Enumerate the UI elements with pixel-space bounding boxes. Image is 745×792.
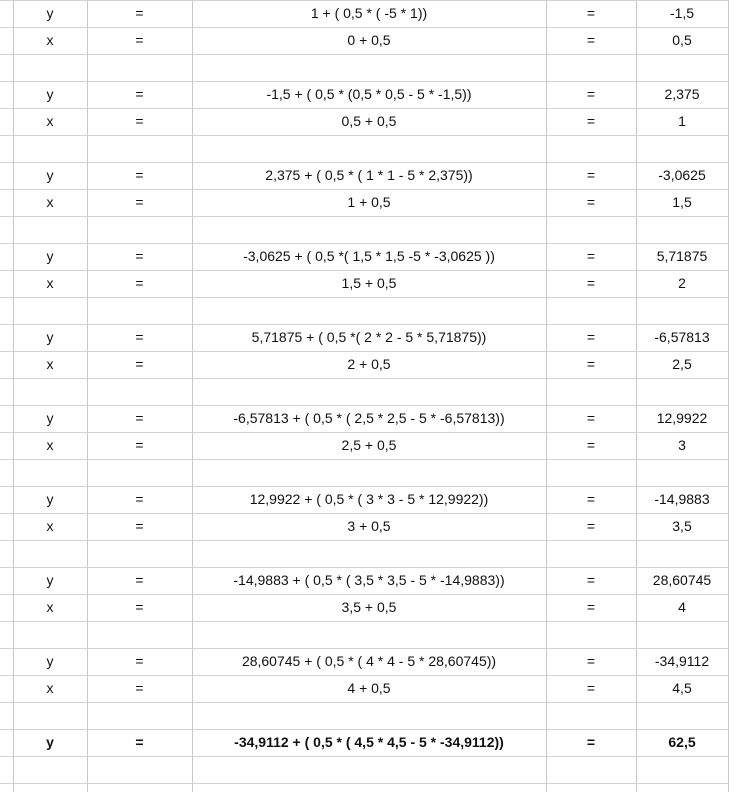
variable-cell[interactable]: y (46, 572, 54, 588)
row-gridline (0, 540, 728, 541)
variable-cell[interactable]: x (46, 32, 54, 48)
equals-cell[interactable]: = (586, 653, 596, 669)
result-cell[interactable]: -1,5 (669, 5, 695, 21)
expression-cell[interactable]: 0 + 0,5 (347, 32, 391, 48)
equals-cell[interactable]: = (586, 518, 596, 534)
equals-cell[interactable]: = (135, 5, 144, 21)
equals-cell[interactable]: = (135, 275, 144, 291)
equals-cell[interactable]: = (586, 194, 596, 210)
expression-cell[interactable]: 1 + 0,5 (347, 194, 391, 210)
table-row (0, 108, 728, 135)
equals-cell[interactable]: = (586, 86, 596, 102)
table-row (0, 567, 728, 594)
variable-cell[interactable]: x (46, 113, 54, 129)
expression-cell[interactable]: -14,9883 + ( 0,5 * ( 3,5 * 3,5 - 5 * -14,9883)) (233, 572, 505, 588)
row-gridline (0, 378, 728, 379)
table-row (0, 486, 728, 513)
expression-cell[interactable]: 5,71875 + ( 0,5 *( 2 * 2 - 5 * 5,71875)) (251, 329, 487, 345)
variable-cell[interactable]: x (46, 518, 54, 534)
row-gridline (0, 621, 728, 622)
result-cell[interactable]: 12,9922 (656, 410, 708, 426)
row-gridline (0, 54, 728, 55)
equals-cell[interactable]: = (135, 248, 144, 264)
row-gridline (0, 135, 728, 136)
variable-cell[interactable]: x (46, 680, 54, 696)
row-gridline (0, 756, 728, 757)
result-cell[interactable]: -3,0625 (658, 167, 706, 183)
expression-cell[interactable]: 1 + ( 0,5 * ( -5 * 1)) (310, 5, 428, 21)
result-cell[interactable]: 3,5 (672, 518, 692, 534)
variable-cell[interactable]: y (46, 86, 54, 102)
variable-cell[interactable]: y (46, 5, 54, 21)
equals-cell[interactable]: = (135, 599, 144, 615)
equals-cell[interactable]: = (135, 356, 144, 372)
equals-cell[interactable]: = (586, 356, 596, 372)
table-row (0, 351, 728, 378)
equals-cell[interactable]: = (135, 653, 144, 669)
expression-cell[interactable]: 2 + 0,5 (347, 356, 391, 372)
result-cell[interactable]: -6,57813 (654, 329, 710, 345)
variable-cell[interactable]: y (46, 329, 54, 345)
variable-cell[interactable]: y (46, 410, 54, 426)
equals-cell[interactable]: = (586, 5, 596, 21)
variable-cell[interactable]: x (46, 437, 54, 453)
variable-cell[interactable]: y (46, 167, 54, 183)
equals-cell[interactable]: = (586, 734, 596, 750)
row-gridline (0, 297, 728, 298)
equals-cell[interactable]: = (135, 167, 144, 183)
equals-cell[interactable]: = (135, 491, 144, 507)
result-cell[interactable]: -34,9112 (654, 653, 710, 669)
table-row (0, 594, 728, 621)
table-row (0, 81, 728, 108)
result-cell[interactable]: 0,5 (672, 32, 692, 48)
row-gridline (0, 459, 728, 460)
result-cell[interactable]: 3 (678, 437, 686, 453)
table-row (0, 189, 728, 216)
variable-cell[interactable]: y (46, 734, 54, 750)
equals-cell[interactable]: = (135, 113, 144, 129)
equals-cell[interactable]: = (135, 86, 144, 102)
equals-cell[interactable]: = (586, 32, 596, 48)
equals-cell[interactable]: = (135, 734, 144, 750)
result-cell[interactable]: 1,5 (672, 194, 692, 210)
table-row (0, 432, 728, 459)
result-cell[interactable]: 2,375 (664, 86, 700, 102)
table-row (0, 729, 728, 756)
expression-cell[interactable]: -6,57813 + ( 0,5 * ( 2,5 * 2,5 - 5 * -6,57813)) (233, 410, 505, 426)
equals-cell[interactable]: = (135, 437, 144, 453)
result-cell[interactable]: 4 (678, 599, 686, 615)
result-cell[interactable]: -14,9883 (654, 491, 710, 507)
equals-cell[interactable]: = (586, 167, 596, 183)
expression-cell[interactable]: 3 + 0,5 (347, 518, 391, 534)
equals-cell[interactable]: = (586, 248, 596, 264)
equals-cell[interactable]: = (586, 680, 596, 696)
expression-cell[interactable]: 1,5 + 0,5 (341, 275, 397, 291)
row-gridline (0, 702, 728, 703)
equals-cell[interactable]: = (135, 410, 144, 426)
equals-cell[interactable]: = (135, 518, 144, 534)
table-row (0, 270, 728, 297)
result-cell[interactable]: 2 (678, 275, 686, 291)
expression-cell[interactable]: 28,60745 + ( 0,5 * ( 4 * 4 - 5 * 28,60745)) (241, 653, 497, 669)
equals-cell[interactable]: = (135, 572, 144, 588)
variable-cell[interactable]: y (46, 248, 54, 264)
expression-cell[interactable]: 2,5 + 0,5 (341, 437, 397, 453)
result-cell[interactable]: 2,5 (672, 356, 692, 372)
column-gridline (728, 0, 729, 792)
table-row (0, 513, 728, 540)
table-row (0, 0, 728, 27)
equals-cell[interactable]: = (586, 113, 596, 129)
variable-cell[interactable]: x (46, 194, 54, 210)
row-gridline (0, 783, 728, 784)
result-cell[interactable]: 1 (678, 113, 686, 129)
table-row (0, 405, 728, 432)
expression-cell[interactable]: -34,9112 + ( 0,5 * ( 4,5 * 4,5 - 5 * -34,9112)) (234, 734, 504, 750)
variable-cell[interactable]: x (46, 356, 54, 372)
expression-cell[interactable]: 0,5 + 0,5 (341, 113, 397, 129)
result-cell[interactable]: 28,60745 (652, 572, 712, 588)
equals-cell[interactable]: = (586, 275, 596, 291)
equals-cell[interactable]: = (135, 680, 144, 696)
variable-cell[interactable]: y (46, 653, 54, 669)
equals-cell[interactable]: = (135, 32, 144, 48)
equals-cell[interactable]: = (586, 491, 596, 507)
equals-cell[interactable]: = (135, 194, 144, 210)
table-row (0, 324, 728, 351)
expression-cell[interactable]: 4 + 0,5 (347, 680, 391, 696)
row-gridline (0, 216, 728, 217)
expression-cell[interactable]: 3,5 + 0,5 (341, 599, 397, 615)
result-cell[interactable]: 62,5 (668, 734, 696, 750)
equals-cell[interactable]: = (586, 572, 596, 588)
expression-cell[interactable]: -3,0625 + ( 0,5 *( 1,5 * 1,5 -5 * -3,0625 )) (243, 248, 495, 264)
equals-cell[interactable]: = (586, 410, 596, 426)
table-row (0, 648, 728, 675)
table-row (0, 243, 728, 270)
equals-cell[interactable]: = (586, 437, 596, 453)
table-row (0, 162, 728, 189)
variable-cell[interactable]: x (46, 275, 54, 291)
table-row (0, 27, 728, 54)
equals-cell[interactable]: = (586, 599, 596, 615)
equals-cell[interactable]: = (135, 329, 144, 345)
equals-cell[interactable]: = (586, 329, 596, 345)
result-cell[interactable]: 5,71875 (656, 248, 708, 264)
expression-cell[interactable]: 12,9922 + ( 0,5 * ( 3 * 3 - 5 * 12,9922)) (249, 491, 489, 507)
variable-cell[interactable]: x (46, 599, 54, 615)
variable-cell[interactable]: y (46, 491, 54, 507)
result-cell[interactable]: 4,5 (672, 680, 692, 696)
expression-cell[interactable]: 2,375 + ( 0,5 * ( 1 * 1 - 5 * 2,375)) (265, 167, 473, 183)
expression-cell[interactable]: -1,5 + ( 0,5 * (0,5 * 0,5 - 5 * -1,5)) (266, 86, 472, 102)
table-row (0, 675, 728, 702)
